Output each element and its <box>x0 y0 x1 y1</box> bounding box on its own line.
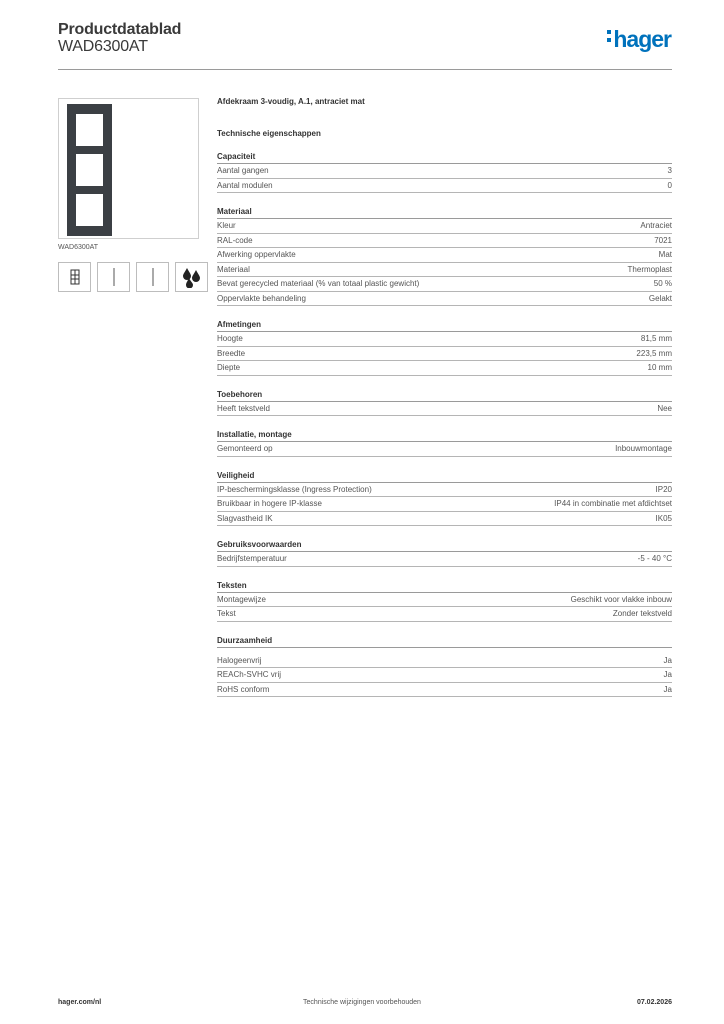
section-title: Veiligheid <box>217 470 672 483</box>
section-title: Installatie, montage <box>217 429 672 442</box>
spec-value: Inbouwmontage <box>615 444 672 453</box>
cover-frame-illustration <box>67 104 112 236</box>
spec-section <box>217 319 672 376</box>
spec-value: Gelakt <box>648 293 672 303</box>
spec-label: Bevat gerecycled materiaal (% van totaal plastic gewicht) <box>217 279 420 288</box>
spec-content <box>217 92 672 697</box>
spec-label: Aantal gangen <box>217 166 269 175</box>
line-icon <box>136 262 169 292</box>
header-divider <box>58 69 672 70</box>
spec-label: Slagvastheid IK <box>217 513 273 523</box>
spec-value: IP44 in combinatie met afdichtset <box>554 499 672 508</box>
spec-row <box>217 607 672 622</box>
spec-label: Tekst <box>217 609 236 618</box>
spec-label: Heeft tekstveld <box>217 403 270 413</box>
spec-row <box>217 361 672 376</box>
spec-row <box>217 668 672 683</box>
spec-row <box>217 277 672 292</box>
spec-row <box>217 654 672 669</box>
spec-row <box>217 164 672 179</box>
spec-value: IK05 <box>655 513 672 523</box>
spec-row <box>217 497 672 512</box>
spec-value: 0 <box>667 180 672 190</box>
spec-value: Thermoplast <box>627 264 672 274</box>
spec-label: Materiaal <box>217 264 250 274</box>
section-title: Toebehoren <box>217 389 672 402</box>
spec-value: Antraciet <box>640 221 672 230</box>
spec-label: Breedte <box>217 348 246 358</box>
spec-row <box>217 179 672 194</box>
spec-value: 7021 <box>654 235 672 245</box>
page-title: Productdatablad <box>58 21 182 38</box>
spec-label: Hoogte <box>217 334 243 343</box>
spec-label: RAL-code <box>217 235 253 245</box>
spec-value: Ja <box>663 670 672 679</box>
section-title: Materiaal <box>217 206 672 219</box>
section-title: Teksten <box>217 580 672 593</box>
spec-value: 3 <box>667 166 672 175</box>
spec-label: Oppervlakte behandeling <box>217 293 306 303</box>
spec-row <box>217 292 672 307</box>
spec-row <box>217 442 672 457</box>
spec-label: IP-beschermingsklasse (Ingress Protection) <box>217 484 372 494</box>
spec-value: Geschikt voor vlakke inbouw <box>570 594 672 604</box>
spec-row <box>217 219 672 234</box>
spec-label: Bedrijfstemperatuur <box>217 554 287 563</box>
footer-notice: Technische wijzigingen voorbehouden <box>303 999 421 1006</box>
footer-website: hager.com/nl <box>58 999 102 1006</box>
spec-value: Mat <box>658 250 672 259</box>
spec-row <box>217 248 672 263</box>
spec-section <box>217 151 672 193</box>
spec-section <box>217 389 672 417</box>
feature-icons <box>58 262 208 292</box>
spec-value: 10 mm <box>647 363 672 372</box>
spec-row <box>217 552 672 567</box>
product-description: Afdekraam 3-voudig, A.1, antraciet mat <box>217 97 365 106</box>
spec-label: Diepte <box>217 363 241 372</box>
spec-label: Halogeenvrij <box>217 655 262 665</box>
section-title: Duurzaamheid <box>217 635 672 648</box>
spec-value: Ja <box>663 655 672 665</box>
image-caption: WAD6300AT <box>58 244 99 251</box>
spec-value: Nee <box>657 403 672 413</box>
spec-value: 223,5 mm <box>636 348 672 358</box>
hager-logo <box>607 26 671 53</box>
spec-section <box>217 470 672 527</box>
spec-section <box>217 539 672 567</box>
spec-row <box>217 593 672 608</box>
spec-label: Aantal modulen <box>217 180 273 190</box>
spec-section <box>217 429 672 457</box>
spec-value: -5 - 40 °C <box>637 554 672 563</box>
spec-label: Montagewijze <box>217 594 266 604</box>
spec-label: Gemonteerd op <box>217 444 273 453</box>
spec-sections <box>217 151 672 697</box>
spec-row <box>217 347 672 362</box>
spec-section <box>217 206 672 306</box>
spec-row <box>217 483 672 498</box>
spec-section <box>217 635 672 698</box>
footer-date: 07.02.2026 <box>636 999 672 1006</box>
section-title: Capaciteit <box>217 151 672 164</box>
water-drops-icon <box>175 262 208 292</box>
spec-row <box>217 683 672 698</box>
spec-label: REACh-SVHC vrij <box>217 670 282 679</box>
spec-value: 50 % <box>653 279 672 288</box>
spec-row <box>217 263 672 278</box>
spec-label: Kleur <box>217 221 236 230</box>
spec-value: 81,5 mm <box>640 334 672 343</box>
spec-label: Afwerking oppervlakte <box>217 250 296 259</box>
spec-label: RoHS conform <box>217 684 270 694</box>
spec-label: Bruikbaar in hogere IP-klasse <box>217 499 322 508</box>
spec-value: Ja <box>663 684 672 694</box>
line-icon <box>97 262 130 292</box>
section-title: Afmetingen <box>217 319 672 332</box>
spec-value: IP20 <box>655 484 672 494</box>
spec-section <box>217 580 672 622</box>
logo-text: hager <box>613 26 671 52</box>
spec-row <box>217 332 672 347</box>
tech-properties-title: Technische eigenschappen <box>217 129 321 138</box>
product-code: WAD6300AT <box>58 38 148 55</box>
section-title: Gebruiksvoorwaarden <box>217 539 672 552</box>
spec-value: Zonder tekstveld <box>612 609 672 618</box>
spec-row <box>217 402 672 417</box>
spec-row <box>217 512 672 527</box>
spec-row <box>217 234 672 249</box>
switch-module-icon <box>58 262 91 292</box>
product-image <box>58 98 199 239</box>
